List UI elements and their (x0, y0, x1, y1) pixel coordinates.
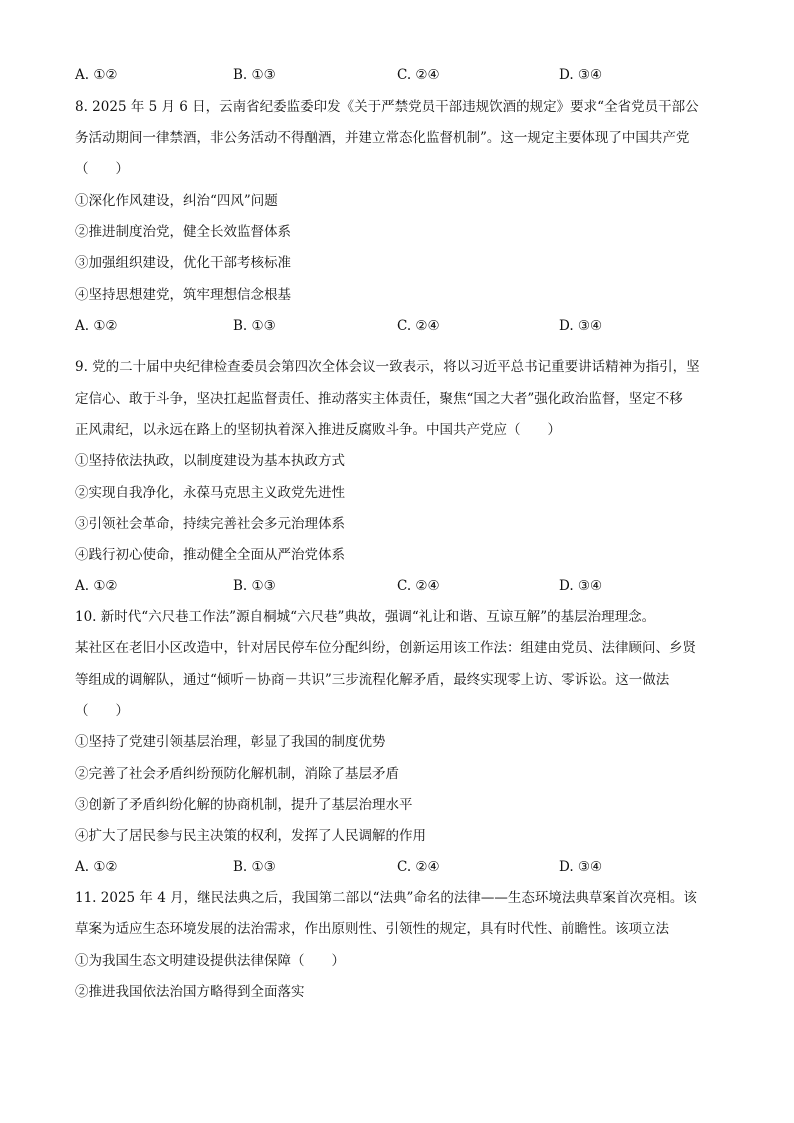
q9-stem-line-2: 定信心、敢于斗争，坚决扛起监督责任、推动落实主体责任，聚焦“国之大者”强化政治监督，坚定不移 (75, 391, 683, 407)
q8-stem-line-3: （ ） (75, 161, 129, 177)
q10-option-c[interactable]: C. ②④ (397, 859, 440, 875)
q7-option-a[interactable]: A. ①② (75, 67, 118, 83)
q11-stem-line-1: 11. 2025 年 4 月，继民法典之后，我国第二部以“法典”命名的法律——生态环境法典草案首次亮相。该 (75, 890, 697, 906)
q7-option-d[interactable]: D. ③④ (559, 67, 603, 83)
q9-item-1: ①坚持依法执政，以制度建设为基本执政方式 (75, 453, 345, 469)
q8-option-c[interactable]: C. ②④ (397, 318, 440, 334)
q10-stem-line-3: 等组成的调解队，通过“倾听－协商－共识”三步流程化解矛盾，最终实现零上访、零诉讼。这一做法 (75, 672, 670, 688)
q9-option-d[interactable]: D. ③④ (559, 578, 603, 594)
q9-stem-line-3: 正风肃纪，以永远在路上的坚韧执着深入推进反腐败斗争。中国共产党应（ ） (75, 422, 561, 438)
q10-stem-line-2: 某社区在老旧小区改造中，针对居民停车位分配纠纷，创新运用该工作法：组建由党员、法律顾问、乡贤 (75, 640, 696, 656)
q9-option-c[interactable]: C. ②④ (397, 578, 440, 594)
q8-options (75, 316, 725, 336)
q9-option-a[interactable]: A. ①② (75, 578, 118, 594)
q7-option-b[interactable]: B. ①③ (233, 67, 276, 83)
q8-option-b[interactable]: B. ①③ (233, 318, 276, 334)
q10-item-2: ②完善了社会矛盾纠纷预防化解机制，消除了基层矛盾 (75, 766, 399, 782)
q11-item-1: ①为我国生态文明建设提供法律保障（ ） (75, 953, 345, 969)
q10-option-a[interactable]: A. ①② (75, 859, 118, 875)
q9-item-4: ④践行初心使命，推动健全全面从严治党体系 (75, 547, 345, 563)
q8-stem-line-2: 务活动期间一律禁酒，非公务活动不得酗酒，并建立常态化监督机制”。这一规定主要体现了中国共产党 (75, 130, 690, 146)
q11-stem-line-2: 草案为适应生态环境发展的法治需求，作出原则性、引领性的规定，具有时代性、前瞻性。该项立法 (75, 921, 669, 937)
q10-option-d[interactable]: D. ③④ (559, 859, 603, 875)
q10-options (75, 857, 725, 877)
q9-options (75, 576, 725, 596)
q9-option-b[interactable]: B. ①③ (233, 578, 276, 594)
q10-option-b[interactable]: B. ①③ (233, 859, 276, 875)
q8-stem-line-1: 8. 2025 年 5 月 6 日，云南省纪委监委印发《关于严禁党员干部违规饮酒的规定》要求“全省党员干部公 (75, 99, 699, 115)
q7-option-c[interactable]: C. ②④ (397, 67, 440, 83)
q9-item-3: ③引领社会革命，持续完善社会多元治理体系 (75, 516, 345, 532)
q8-item-2: ②推进制度治党，健全长效监督体系 (75, 224, 291, 240)
q8-item-1: ①深化作风建设，纠治“四风”问题 (75, 193, 278, 209)
q8-option-a[interactable]: A. ①② (75, 318, 118, 334)
q10-item-1: ①坚持了党建引领基层治理，彰显了我国的制度优势 (75, 734, 386, 750)
q11-item-2: ②推进我国依法治国方略得到全面落实 (75, 984, 305, 1000)
q9-item-2: ②实现自我净化，永葆马克思主义政党先进性 (75, 485, 345, 501)
q8-item-4: ④坚持思想建党，筑牢理想信念根基 (75, 287, 291, 303)
q9-stem-line-1: 9. 党的二十届中央纪律检查委员会第四次全体会议一致表示，将以习近平总书记重要讲话精神为指引，坚 (75, 359, 700, 375)
q10-stem-line-1: 10. 新时代“六尺巷工作法”源自桐城“六尺巷”典故，强调“礼让和谐、互谅互解”的基层治理理念。 (75, 609, 656, 625)
q10-item-4: ④扩大了居民参与民主决策的权利，发挥了人民调解的作用 (75, 828, 426, 844)
q10-stem-line-4: （ ） (75, 703, 129, 719)
q7-options (75, 65, 725, 85)
q8-option-d[interactable]: D. ③④ (559, 318, 603, 334)
q10-item-3: ③创新了矛盾纠纷化解的协商机制，提升了基层治理水平 (75, 797, 413, 813)
q8-item-3: ③加强组织建设，优化干部考核标准 (75, 255, 291, 271)
